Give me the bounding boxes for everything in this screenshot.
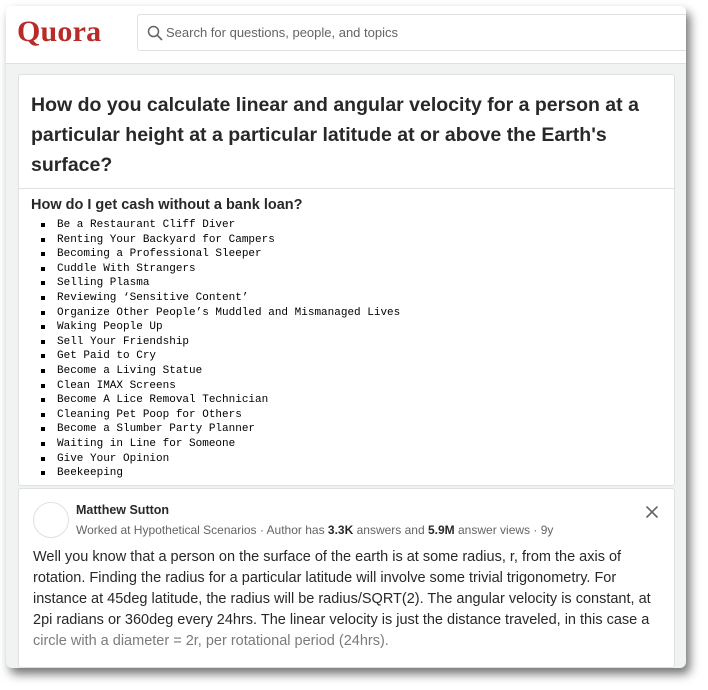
list-item: Cleaning Pet Poop for Others bbox=[41, 408, 400, 423]
answer-text: Well you know that a person on the surface of the earth is at some radius, r, from the axis of rotation. Finding the radius for a particular latitude will involve some trivial trigonometry. For instance at 45deg latitude, the radius will be radius/SQRT(2). The angular velocity is constant, at 2pi radians or 360deg every 24hrs. The linear velocity is just the distance traveled, in this case a bbox=[33, 549, 651, 628]
question-card bbox=[18, 74, 675, 486]
answer-text-faded: circle with a diameter = 2r, per rotational period (24hrs). bbox=[33, 633, 389, 649]
list-item: Reviewing ‘Sensitive Content’ bbox=[41, 291, 400, 306]
credential-prefix: Worked at Hypothetical Scenarios · Author has bbox=[76, 523, 328, 537]
list-item: Sell Your Friendship bbox=[41, 335, 400, 350]
divider bbox=[19, 188, 674, 189]
author-name[interactable]: Matthew Sutton bbox=[76, 503, 170, 517]
list-item: Waking People Up bbox=[41, 320, 400, 335]
list-item: Become a Slumber Party Planner bbox=[41, 422, 400, 437]
list-item: Cuddle With Strangers bbox=[41, 262, 400, 277]
question-title[interactable]: How do you calculate linear and angular velocity for a person at a particular height at a particular latitude at or above the Earth's surface? bbox=[31, 94, 639, 176]
avatar[interactable] bbox=[33, 502, 69, 538]
search-box[interactable] bbox=[137, 14, 686, 51]
list-item: Renting Your Backyard for Campers bbox=[41, 233, 400, 248]
answer-body[interactable] bbox=[33, 547, 665, 652]
close-button[interactable] bbox=[644, 504, 660, 520]
list-item: Get Paid to Cry bbox=[41, 349, 400, 364]
list-item: Organize Other People’s Muddled and Mismanaged Lives bbox=[41, 306, 400, 321]
answers-count: 3.3K bbox=[327, 523, 354, 537]
browser-window bbox=[6, 6, 686, 668]
views-count: 5.9M bbox=[427, 523, 455, 537]
list-item: Give Your Opinion bbox=[41, 452, 400, 467]
list-item: Becoming a Professional Sleeper bbox=[41, 247, 400, 262]
list-item: Selling Plasma bbox=[41, 276, 400, 291]
quora-logo[interactable]: Quora bbox=[17, 15, 102, 48]
ad-list bbox=[41, 218, 400, 481]
list-item: Beekeeping bbox=[41, 466, 400, 481]
close-icon bbox=[644, 507, 660, 524]
list-item: Become a Living Statue bbox=[41, 364, 400, 379]
list-item: Waiting in Line for Someone bbox=[41, 437, 400, 452]
list-item: Become A Lice Removal Technician bbox=[41, 393, 400, 408]
list-item: Be a Restaurant Cliff Diver bbox=[41, 218, 400, 233]
credential-middle: answers and bbox=[353, 523, 428, 537]
ad-title[interactable]: How do I get cash without a bank loan? bbox=[31, 197, 303, 213]
credential-suffix: answer views · 9y bbox=[454, 523, 554, 537]
author-credential bbox=[76, 523, 553, 537]
answer-card bbox=[18, 488, 675, 668]
top-navigation-bar bbox=[6, 6, 686, 64]
list-item: Clean IMAX Screens bbox=[41, 379, 400, 394]
search-icon bbox=[147, 25, 163, 41]
search-input[interactable] bbox=[166, 15, 666, 50]
